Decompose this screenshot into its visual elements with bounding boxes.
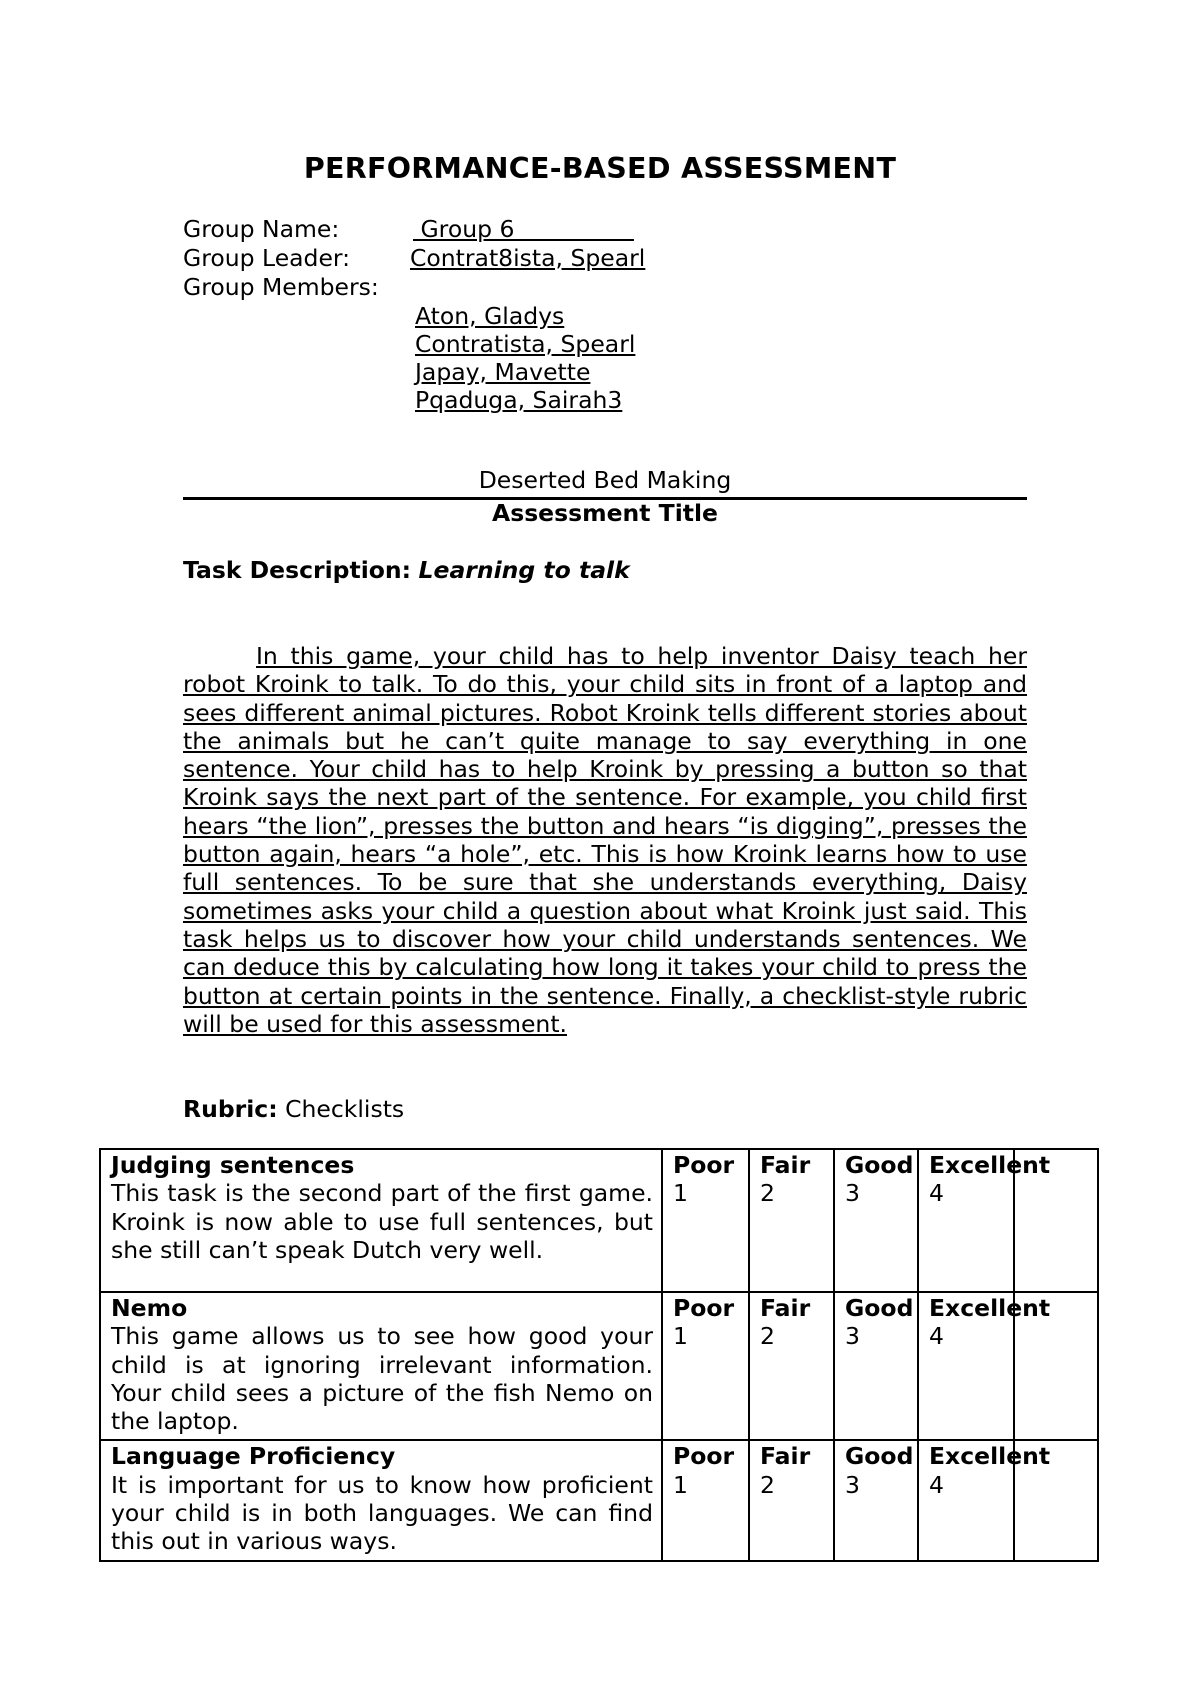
group-leader-label: Group Leader:	[183, 244, 351, 272]
level-name: Fair	[760, 1294, 811, 1322]
task-paragraph: In this game, your child has to help inventor Daisy teach her robot Kroink to talk. To do this, your child sits in front of a laptop and sees different animal pictures. Robot Kroink tells different stories about the animals but he can’t quite manage to say everything in one sentence. Your child has to help Kroink by pressing a button so that Kroink says the next part of the sentence. For example, you child first hears “the lion”, presses the button and hears “is digging”, presses the button again, hears “a hole”, etc. This is how Kroink learns how to use full sentences. To be sure that she understands everything, Daisy sometimes asks your child a question about what Kroink just said. This task helps us to discover how your child understands sentences. We can deduce this by calculating how long it takes your child to press the button at certain points in the sentence. Finally, a checklist-style rubric will be used for this assessment.	[183, 642, 1027, 1038]
assessment-name: Deserted Bed Making	[478, 466, 732, 494]
level-score: 3	[845, 1179, 860, 1208]
level-cell	[834, 1292, 918, 1440]
level-score: 4	[929, 1179, 944, 1208]
level-score: 2	[760, 1470, 775, 1499]
level-score: 3	[845, 1470, 860, 1499]
task-description	[183, 556, 630, 584]
level-cell	[662, 1292, 749, 1440]
table-row	[100, 1440, 1098, 1560]
rubric-heading	[183, 1095, 404, 1123]
level-cell	[918, 1292, 1051, 1440]
table-row	[100, 1292, 1098, 1440]
level-cell	[918, 1440, 1051, 1560]
rubric-label: Rubric:	[183, 1095, 278, 1123]
level-score: 1	[673, 1179, 688, 1208]
level-score: 2	[760, 1322, 775, 1351]
member-item: Contratista, Spearl	[415, 330, 636, 358]
assessment-title-label: Assessment Title	[492, 499, 718, 527]
rubric-value: Checklists	[285, 1095, 405, 1123]
level-cell	[749, 1149, 834, 1292]
level-score: 4	[929, 1470, 944, 1499]
group-members-label: Group Members:	[183, 273, 379, 301]
level-score: 4	[929, 1322, 944, 1351]
group-leader-value: Contrat8ista, Spearl	[410, 244, 646, 272]
level-name: Good	[845, 1294, 914, 1322]
table-row	[100, 1149, 1098, 1292]
level-cell	[834, 1440, 918, 1560]
level-cell	[662, 1440, 749, 1560]
level-name: Excellent	[929, 1294, 1051, 1322]
rubric-table	[99, 1148, 1099, 1562]
criterion-title: Nemo	[111, 1294, 188, 1322]
level-name: Poor	[673, 1151, 735, 1179]
criterion-cell	[100, 1149, 662, 1292]
level-name: Poor	[673, 1294, 735, 1322]
level-score: 1	[673, 1322, 688, 1351]
criterion-title: Language Proficiency	[111, 1442, 396, 1471]
member-item: Pqaduga, Sairah3	[415, 386, 623, 414]
criterion-cell	[100, 1440, 662, 1560]
level-name: Excellent	[929, 1442, 1051, 1471]
criterion-cell	[100, 1292, 662, 1440]
level-score: 3	[845, 1322, 860, 1351]
criterion-description: This task is the second part of the first game. Kroink is now able to use full sentences, but she still can’t speak Dutch very well.	[111, 1179, 653, 1264]
level-name: Poor	[673, 1442, 735, 1471]
level-cell	[662, 1149, 749, 1292]
task-label: Task Description:	[183, 556, 412, 584]
criterion-description: This game allows us to see how good your child is at ignoring irrelevant information. Your child sees a picture of the fish Nemo on the laptop.	[111, 1322, 653, 1436]
group-name-value: Group 6	[413, 215, 634, 243]
page-title: PERFORMANCE-BASED ASSESSMENT	[303, 152, 897, 185]
level-name: Fair	[760, 1442, 811, 1471]
level-name: Good	[845, 1151, 914, 1179]
level-score: 2	[760, 1179, 775, 1208]
level-name: Good	[845, 1442, 914, 1471]
level-cell	[749, 1292, 834, 1440]
task-value: Learning to talk	[418, 556, 630, 584]
level-name: Fair	[760, 1151, 811, 1179]
level-cell	[834, 1149, 918, 1292]
level-name: Excellent	[929, 1151, 1051, 1179]
member-item: Aton, Gladys	[415, 302, 565, 330]
member-item: Japay, Mavette	[415, 358, 591, 386]
group-name-label: Group Name:	[183, 215, 340, 243]
criterion-description: It is important for us to know how proficient your child is in both languages. We can find this out in various ways.	[111, 1470, 653, 1556]
level-cell	[749, 1440, 834, 1560]
level-cell	[918, 1149, 1051, 1292]
level-score: 1	[673, 1470, 688, 1499]
criterion-title: Judging sentences	[111, 1151, 355, 1179]
